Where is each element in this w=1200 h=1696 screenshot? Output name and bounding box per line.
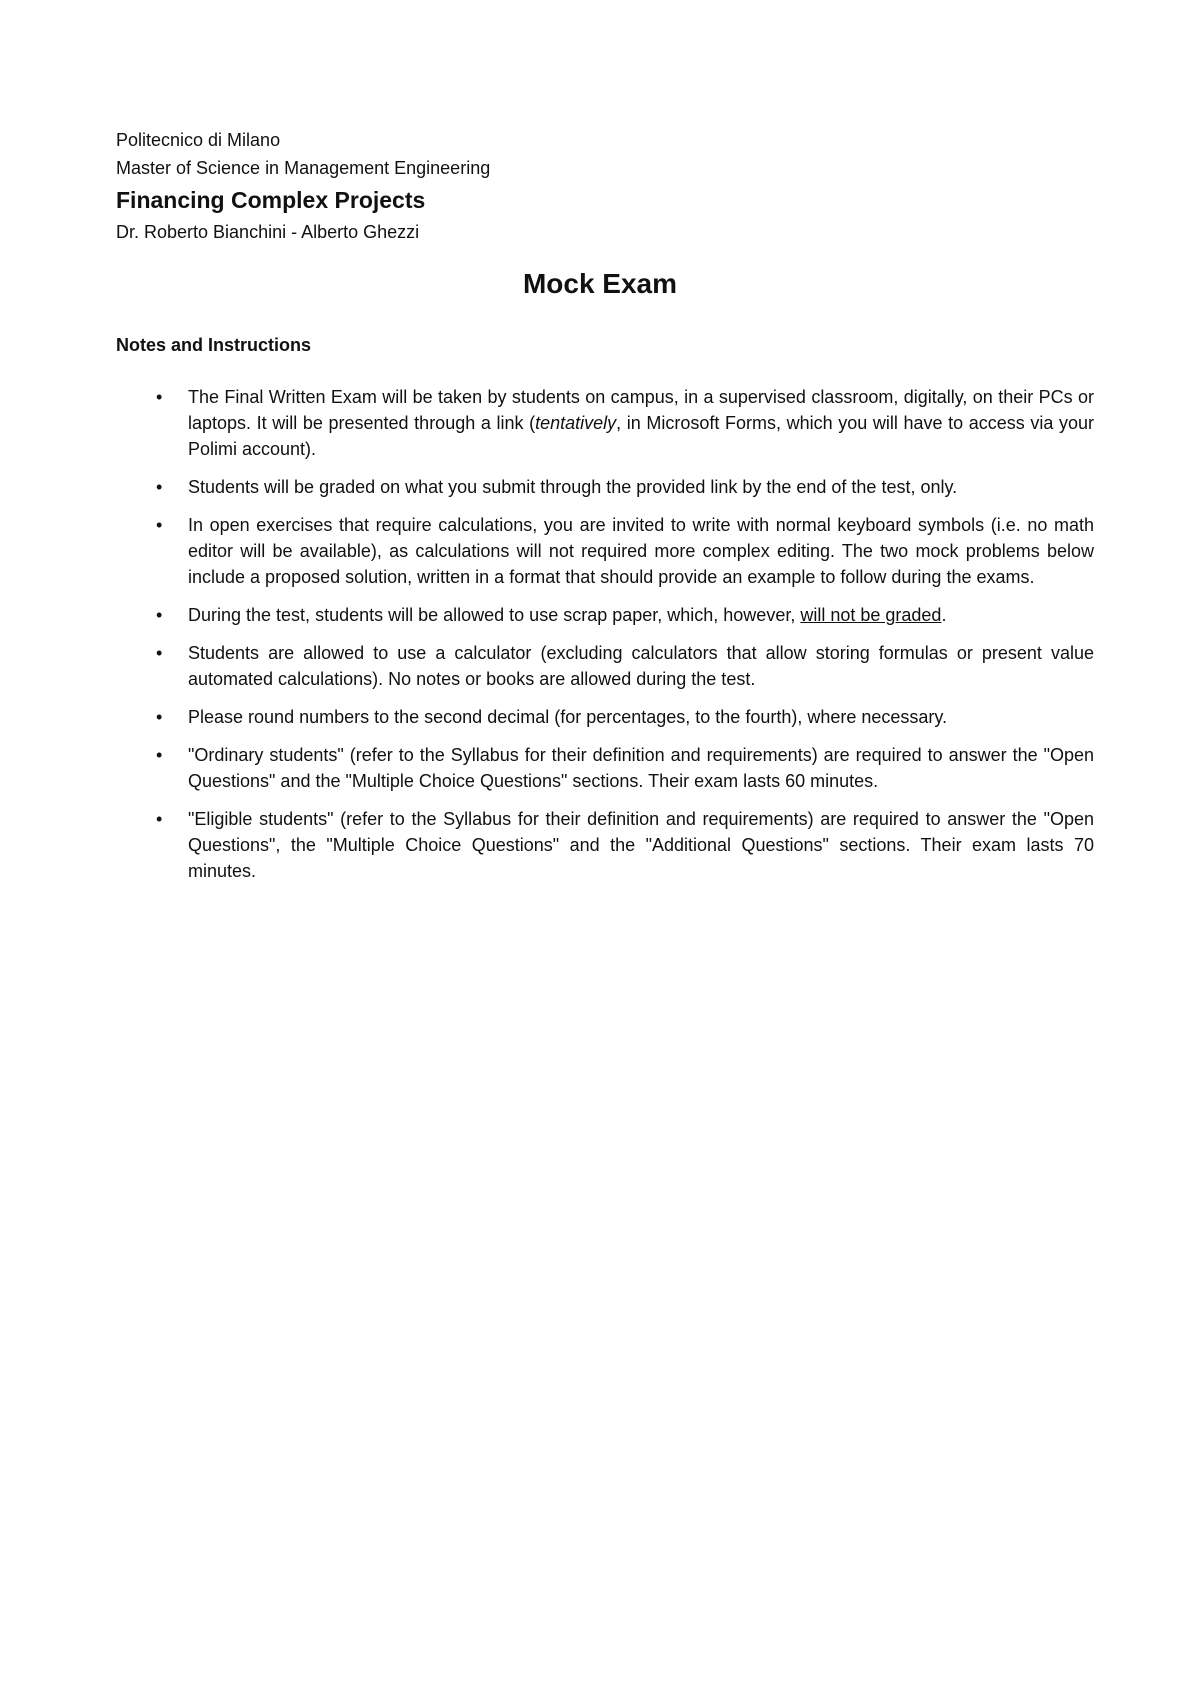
program-name: Master of Science in Management Engineering: [116, 158, 491, 178]
note-item: [116, 704, 1094, 730]
note-item: [116, 474, 1094, 500]
note-text: In open exercises that require calculations, you are invited to write with normal keyboard symbols (i.e. no math editor will be available), as calculations will not required more complex editing. The two mock problems below include a proposed solution, written in a format that should provide an example to follow during the exams.: [188, 515, 1094, 587]
note-text: "Eligible students" (refer to the Syllabus for their definition and requirements) are required to answer the "Open Questions", the "Multiple Choice Questions" and the "Additional Questions" sections. Their exam lasts 70 minutes.: [188, 809, 1094, 881]
note-text: The Final Written Exam will be taken by students on campus, in a supervised classroom, digitally, on their PCs or laptops. It will be presented through a link (: [188, 387, 1094, 433]
note-item: [116, 512, 1094, 590]
exam-title: Mock Exam: [522, 268, 678, 299]
note-text: Students will be graded on what you submit through the provided link by the end of the test, only.: [188, 477, 958, 497]
bullet-icon: •: [156, 745, 163, 765]
document-header: [116, 126, 1096, 246]
institution-name: Politecnico di Milano: [116, 130, 281, 150]
note-text: , in Microsoft Forms, which you will have to access via your Polimi account).: [188, 413, 1094, 459]
note-text: Please round numbers to the second decimal (for percentages, to the fourth), where necessary.: [188, 707, 948, 727]
note-underlined: will not be graded: [800, 605, 942, 625]
note-text: During the test, students will be allowed to use scrap paper, which, however,: [188, 605, 801, 625]
course-title: Financing Complex Projects: [116, 187, 426, 213]
notes-list: [116, 384, 1094, 884]
note-text: .: [941, 605, 947, 625]
bullet-icon: •: [156, 515, 163, 535]
bullet-icon: •: [156, 477, 163, 497]
note-item: [116, 640, 1094, 692]
note-item: [116, 602, 1094, 628]
note-item: [116, 806, 1094, 884]
note-item: [116, 384, 1094, 462]
notes-heading: Notes and Instructions: [116, 335, 312, 355]
note-item: [116, 742, 1094, 794]
instructors: Dr. Roberto Bianchini - Alberto Ghezzi: [116, 222, 420, 242]
bullet-icon: •: [156, 605, 163, 625]
bullet-icon: •: [156, 809, 163, 829]
note-emphasis: tentatively: [535, 413, 617, 433]
bullet-icon: •: [156, 643, 163, 663]
bullet-icon: •: [156, 387, 163, 407]
bullet-icon: •: [156, 707, 163, 727]
note-text: Students are allowed to use a calculator (excluding calculators that allow storing formulas or present value automated calculations). No notes or books are allowed during the test.: [188, 643, 1094, 689]
note-text: "Ordinary students" (refer to the Syllabus for their definition and requirements) are required to answer the "Open Questions" and the "Multiple Choice Questions" sections. Their exam lasts 60 minutes.: [188, 745, 1094, 791]
